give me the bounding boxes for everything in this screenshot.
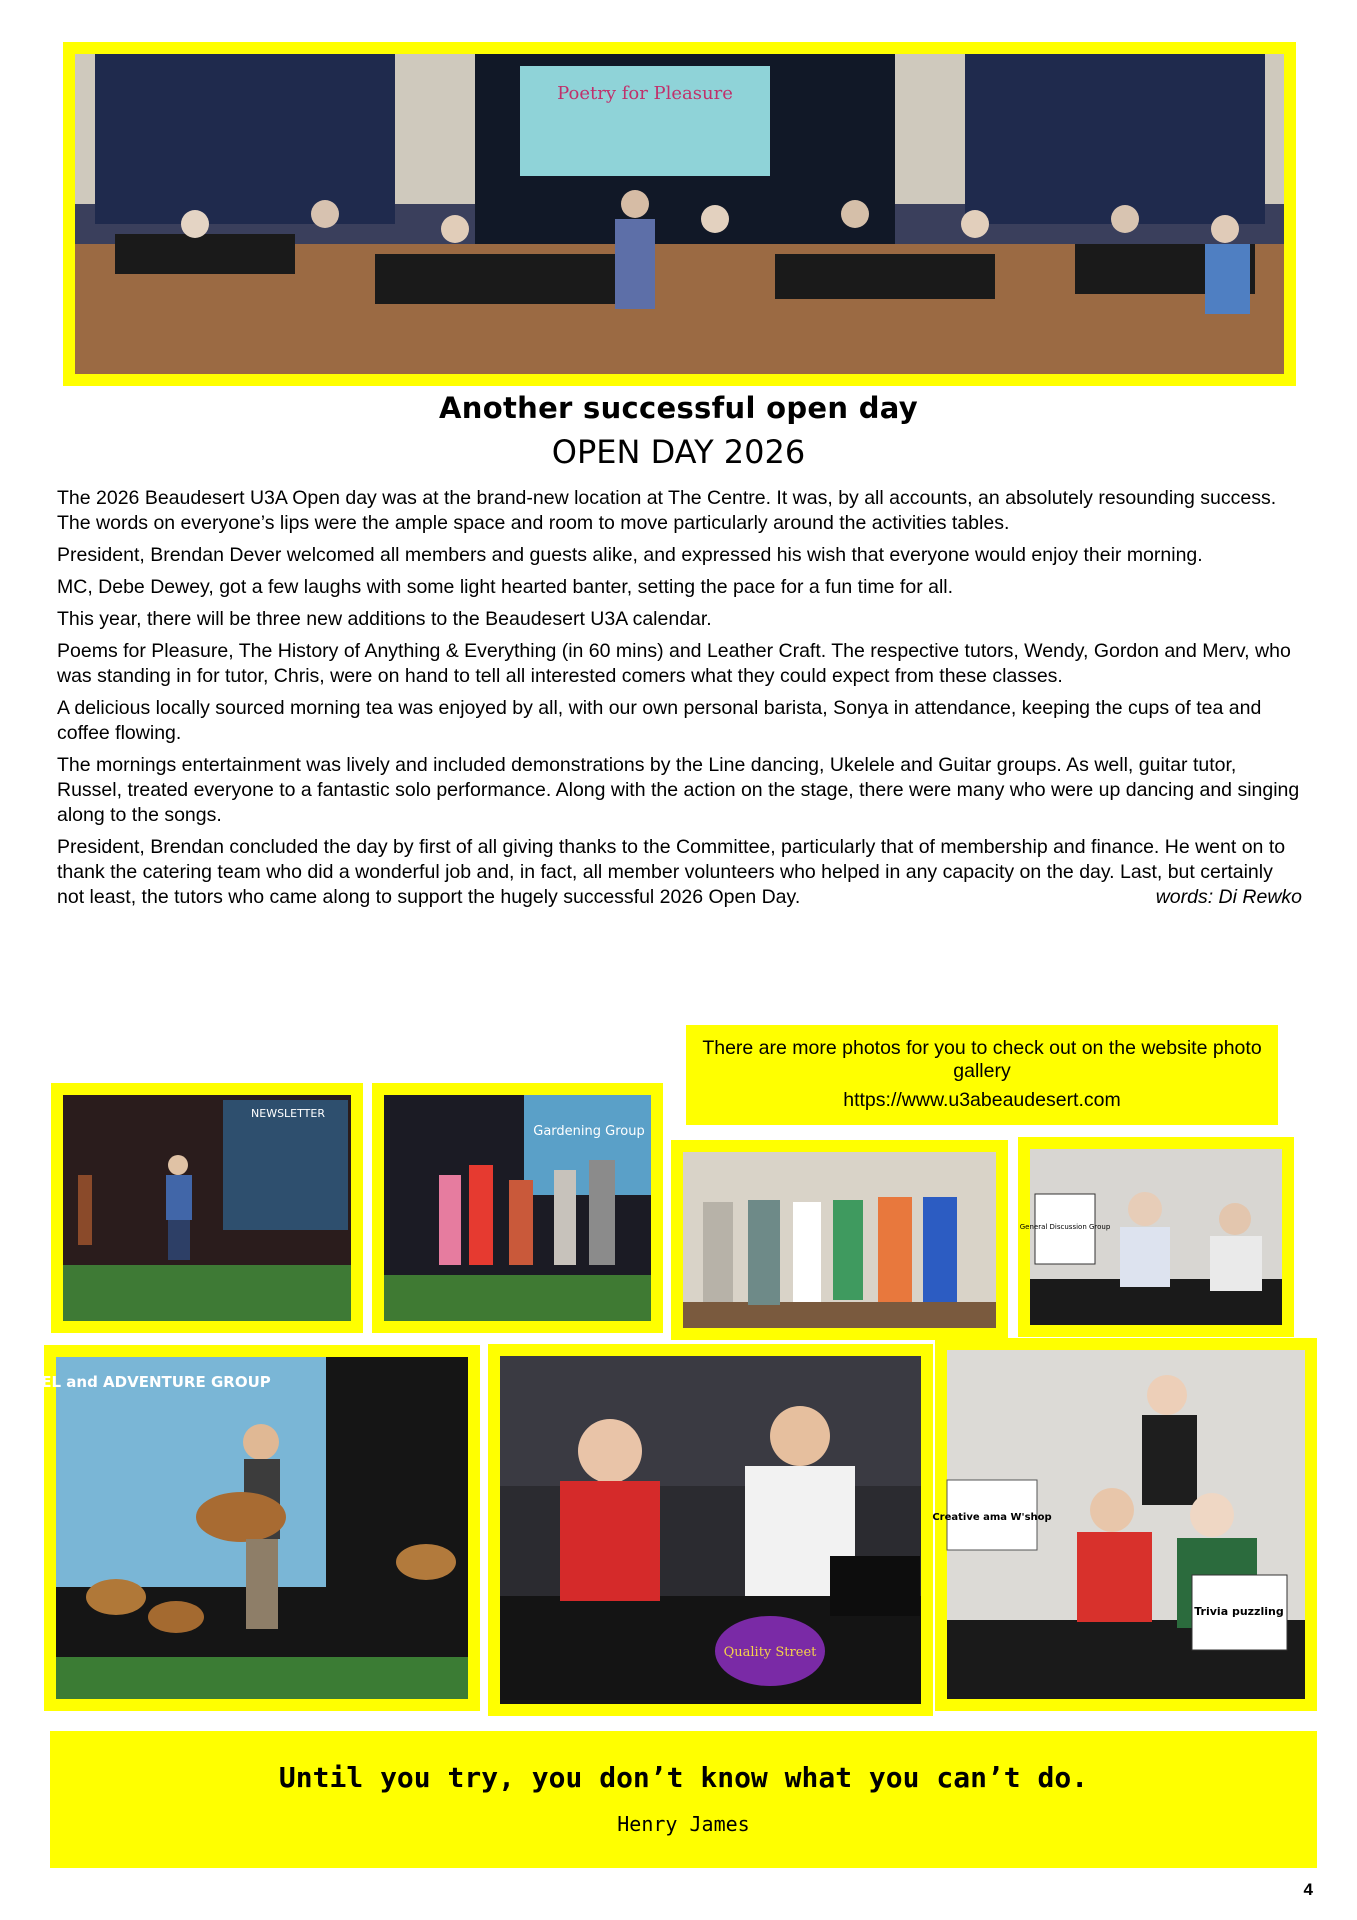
photo-frame-guitar: [41, 1345, 480, 1711]
gallery-url[interactable]: https://www.u3abeaudesert.com: [843, 1089, 1121, 1111]
photo-screen-text: NEWSLETTER: [251, 1107, 325, 1120]
photo-frame-group: [671, 1140, 1008, 1340]
article-subtitle: Another successful open day: [439, 391, 918, 425]
photo-tin-label: Quality Street: [723, 1645, 817, 1660]
photo-screen-text: Gardening Group: [533, 1124, 645, 1139]
photo-line-dance-group: [683, 1152, 996, 1328]
article-paragraph: This year, there will be three new additions to the Beaudesert U3A calendar.: [57, 608, 712, 630]
photo-discussion-group: [1019, 1149, 1282, 1325]
gallery-note-box: [686, 1025, 1278, 1125]
photo-singer: [63, 1095, 351, 1321]
photo-welcome-desk: [500, 1356, 921, 1704]
photo-frame-singer: [51, 1083, 363, 1333]
quote-box: [50, 1731, 1317, 1868]
hero-photo-frame: [63, 42, 1296, 386]
page-number: 4: [1303, 1880, 1313, 1899]
photo-screen-text: EL and ADVENTURE GROUP: [41, 1373, 271, 1391]
photo-frame-drama: [932, 1338, 1317, 1711]
article-paragraph: The 2026 Beaudesert U3A Open day was at the brand-new location at The Centre. It was, by all accounts, an absolutely resounding success. The words on everyone’s lips were the ample space and room to move particularly around the activities tables.: [57, 487, 1277, 534]
hero-photo: [75, 54, 1284, 374]
article-credit: words: Di Rewko: [1155, 886, 1302, 908]
gallery-note-text: There are more photos for you to check out on the website photo gallery: [702, 1037, 1262, 1082]
photo-sign-text: General Discussion Group: [1019, 1223, 1111, 1231]
article-paragraph: [57, 835, 1302, 910]
photo-frame-discussion: [1018, 1137, 1294, 1337]
article-title: OPEN DAY 2026: [551, 433, 806, 471]
photo-sign-text: Trivia puzzling: [1194, 1605, 1284, 1618]
banner-screen-text: Poetry for Pleasure: [557, 83, 733, 104]
photo-sign-text: Creative ama W'shop: [932, 1512, 1052, 1523]
photo-guitar-group: [41, 1357, 468, 1699]
photo-gardening: [384, 1095, 651, 1321]
article-paragraph: The mornings entertainment was lively and included demonstrations by the Line dancing, Ukelele and Guitar groups. As well, guitar tutor, Russel, treated everyone to a fantastic solo performance. Along with the action on the stage, there were many who were up dancing and singing along to the songs.: [57, 754, 1300, 826]
article-paragraph: A delicious locally sourced morning tea was enjoyed by all, with our own personal barista, Sonya in attendance, keeping the cups of tea and coffee flowing.: [57, 697, 1262, 744]
article-paragraph: MC, Debe Dewey, got a few laughs with some light hearted banter, setting the pace for a fun time for all.: [57, 576, 954, 598]
photo-drama-trivia: [932, 1350, 1305, 1699]
quote-text: Until you try, you don’t know what you can’t do.: [278, 1761, 1089, 1794]
article-paragraph: Poems for Pleasure, The History of Anything & Everything (in 60 mins) and Leather Craft. The respective tutors, Wendy, Gordon and Merv, who was standing in for tutor, Chris, were on hand to tell all interested comers what they could expect from these classes.: [57, 640, 1291, 687]
quote-author: Henry James: [617, 1812, 750, 1836]
photo-frame-desk: [488, 1344, 933, 1716]
article-closing-text: President, Brendan concluded the day by first of all giving thanks to the Committee, particularly that of membership and finance. He went on to thank the catering team who did a wonderful job and, in fact, all member volunteers who helped in any capacity on the day. Last, but certainly not least, the tutors who came along to support the hugely successful 2026 Open Day.: [57, 836, 1286, 908]
article-body: [57, 486, 1302, 910]
photo-frame-gardening: [372, 1083, 663, 1333]
article-paragraph: President, Brendan Dever welcomed all members and guests alike, and expressed his wish that everyone would enjoy their morning.: [57, 544, 1203, 566]
